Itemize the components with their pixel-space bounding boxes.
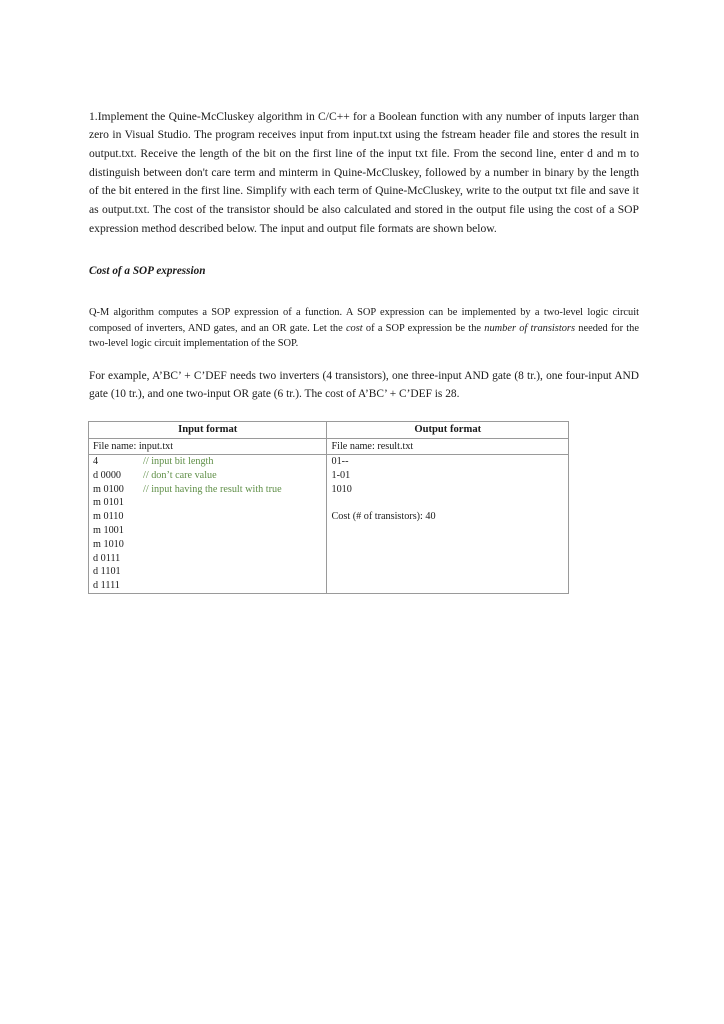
input-line-code: d 0000 <box>93 469 122 481</box>
sop-text-1: Q-M algorithm computes a SOP expression of a function. A SOP expression can be implemented by a two-level logic circuit composed of inverters, AND gates, and an OR gate. Let the <box>89 307 639 334</box>
cost-example: For example, A’BC’ + C’DEF needs two inverters (4 transistors), one three-input AND gate (8 tr.), one four-input AND gate (10 tr.), and one two-input OR gate (6 tr.). The cost of A’BC’ + C’DEF is 28. <box>89 370 639 401</box>
input-line <box>93 510 322 524</box>
output-line: 1-01 <box>331 469 351 481</box>
input-line-comment: // input having the result with true <box>143 483 282 495</box>
input-line-code: d 1101 <box>93 566 121 578</box>
problem-statement: 1.Implement the Quine-McCluskey algorithm in C/C++ for a Boolean function with any number of inputs larger than zero in Visual Studio. The program receives input from input.txt using the fstream header file and stores the result in output.txt. Receive the length of the bit on the first line of the input txt file. From the second line, enter d and m to distinguish between don't care term and minterm in Quine-McCluskey, followed by a number in binary by the length of the bit entered in the first line. Simplify with each term of Quine-McCluskey, write to the output txt file and save it as output.txt. The cost of the transistor should be also calculated and stored in the output file using the cost of a SOP expression method described below. The input and output file formats are shown below. <box>89 109 639 235</box>
section-heading: Cost of a SOP expression <box>89 265 206 277</box>
output-cost: Cost (# of transistors): 40 <box>331 511 436 523</box>
input-line-code: m 1010 <box>93 538 124 550</box>
sop-transistor-term: number of transistors <box>484 322 576 334</box>
table-header-row <box>89 422 569 439</box>
input-line-code: m 0101 <box>93 497 124 509</box>
output-line: 01-- <box>331 456 349 467</box>
input-line <box>93 483 322 497</box>
input-line <box>93 565 322 579</box>
input-line <box>93 455 322 469</box>
input-line-code: m 1001 <box>93 524 124 536</box>
io-format-table <box>88 421 569 594</box>
sop-cost-term: cost <box>345 322 363 334</box>
input-example-cell <box>89 455 327 594</box>
input-line <box>93 524 322 538</box>
input-line <box>93 538 322 552</box>
input-line <box>93 469 322 483</box>
output-filename: File name: result.txt <box>327 439 569 455</box>
input-format-header: Input format <box>89 422 327 439</box>
input-line-code: d 0111 <box>93 552 121 564</box>
input-line-comment: // input bit length <box>143 456 214 467</box>
input-filename: File name: input.txt <box>89 439 327 455</box>
sop-description <box>89 305 639 351</box>
sop-text-2: of a SOP expression be the <box>362 322 485 334</box>
input-line-comment: // don’t care value <box>143 469 217 481</box>
input-line-code: 4 <box>93 456 99 467</box>
input-line <box>93 579 322 593</box>
output-format-header: Output format <box>327 422 569 439</box>
content-row <box>89 455 569 594</box>
input-line-code: m 0110 <box>93 511 124 523</box>
output-lines <box>331 455 564 496</box>
input-line <box>93 552 322 566</box>
filename-row <box>89 439 569 455</box>
output-line: 1010 <box>331 483 352 495</box>
input-line-code: m 0100 <box>93 483 124 495</box>
sop-text-3: needed for the two-level logic circuit implementation of the SOP. <box>89 322 639 350</box>
output-example-cell <box>327 455 569 594</box>
input-line <box>93 496 322 510</box>
input-line-code: d 1111 <box>93 580 120 592</box>
input-lines <box>93 455 322 593</box>
